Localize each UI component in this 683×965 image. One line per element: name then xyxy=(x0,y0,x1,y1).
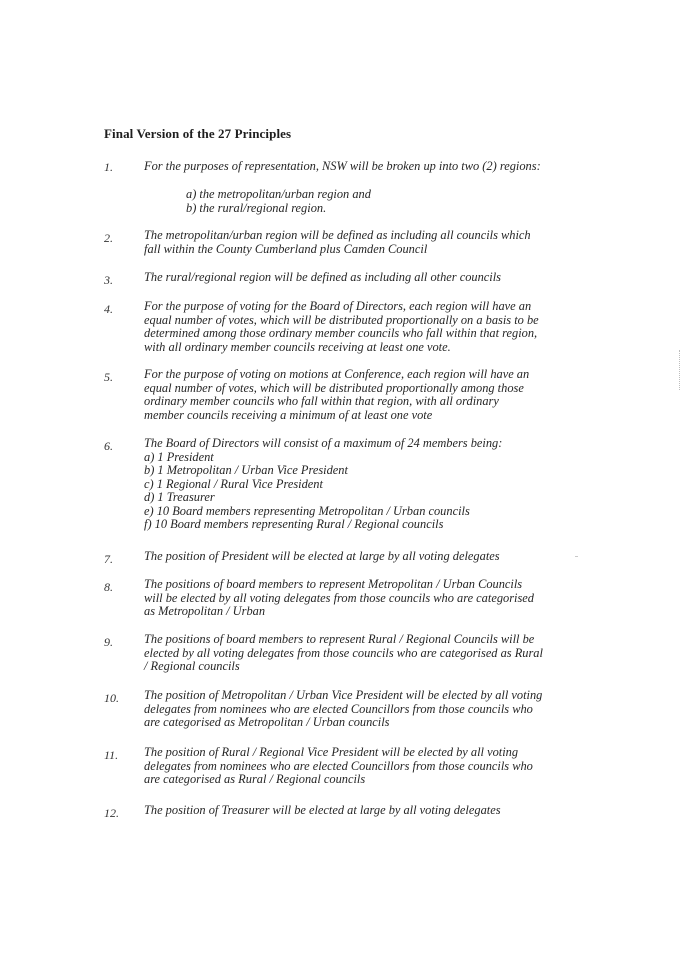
list-item: e) 10 Board members representing Metropolitan / Urban councils xyxy=(144,503,470,518)
principle-line: The position of President will be elected at large by all voting delegates xyxy=(144,549,500,563)
principle-number: 5. xyxy=(104,370,113,384)
principle-text xyxy=(144,160,594,174)
scan-artifact xyxy=(575,556,578,557)
principle-number: 8. xyxy=(104,580,113,594)
principle-line: The position of Metropolitan / Urban Vice President will be elected by all voting xyxy=(144,688,543,702)
sublist-item: b) the rural/regional region. xyxy=(186,200,327,215)
principle-line: as Metropolitan / Urban xyxy=(144,604,266,618)
document-title: Final Version of the 27 Principles xyxy=(104,126,292,141)
principle-text xyxy=(144,368,594,422)
principle-line: member councils receiving a minimum of at least one vote xyxy=(144,407,433,422)
principle-line: delegates from nominees who are elected Councillors from those councils who xyxy=(144,758,533,773)
principle-line: equal number of votes, which will be distributed proportionally among those xyxy=(144,380,524,395)
principle-line: with all ordinary member councils receiving at least one vote. xyxy=(144,339,451,354)
board-composition-list xyxy=(144,451,594,532)
principle-line: equal number of votes, which will be distributed proportionally on a basis to be xyxy=(144,312,539,327)
principle-number: 4. xyxy=(104,302,113,316)
principle-line: The rural/regional region will be defined as including all other councils xyxy=(144,270,502,284)
principle-text xyxy=(144,300,594,354)
principle-line: The positions of board members to represent Rural / Regional Councils will be xyxy=(144,632,535,646)
principle-number: 1. xyxy=(104,160,113,174)
principle-number: 9. xyxy=(104,635,113,649)
principle-line: The positions of board members to represent Metropolitan / Urban Councils xyxy=(144,577,523,591)
principle-text xyxy=(144,689,594,730)
principle-text xyxy=(144,271,594,285)
principle-text xyxy=(144,578,594,619)
principle-number: 6. xyxy=(104,439,113,453)
principle-line: delegates from nominees who are elected Councillors from those councils who xyxy=(144,701,533,716)
principle-line: ordinary member councils who fall within that region, with all ordinary xyxy=(144,394,499,408)
scan-artifact xyxy=(679,350,681,390)
principle-text xyxy=(144,229,594,256)
principle-number: 2. xyxy=(104,231,113,245)
principle-text xyxy=(144,550,594,564)
principle-line: The Board of Directors will consist of a maximum of 24 members being: xyxy=(144,436,503,450)
list-item: d) 1 Treasurer xyxy=(144,490,215,504)
principle-line: fall within the County Cumberland plus Camden Council xyxy=(144,241,428,256)
principle-text xyxy=(144,437,594,532)
sublist-item: a) the metropolitan/urban region and xyxy=(186,187,371,201)
principle-line: elected by all voting delegates from those councils who are categorised as Rural xyxy=(144,645,543,660)
principle-text xyxy=(144,633,594,674)
principle-number: 12. xyxy=(104,806,119,820)
list-item: b) 1 Metropolitan / Urban Vice President xyxy=(144,463,348,477)
list-item: f) 10 Board members representing Rural / Regional councils xyxy=(144,517,444,531)
principle-line: are categorised as Rural / Regional councils xyxy=(144,772,366,786)
principle-number: 11. xyxy=(104,748,119,762)
list-item: c) 1 Regional / Rural Vice President xyxy=(144,476,323,491)
principle-number: 10. xyxy=(104,691,119,705)
principle-line: The metropolitan/urban region will be defined as including all councils which xyxy=(144,228,531,242)
principle-line: will be elected by all voting delegates from those councils who are categorised xyxy=(144,590,534,605)
principle-number: 7. xyxy=(104,552,113,566)
principle-line: The position of Treasurer will be elected at large by all voting delegates xyxy=(144,803,501,817)
principle-line: For the purposes of representation, NSW will be broken up into two (2) regions: xyxy=(144,159,541,173)
principle-line: For the purpose of voting for the Board of Directors, each region will have an xyxy=(144,299,532,313)
principle-1-sublist xyxy=(186,188,371,215)
list-item: a) 1 President xyxy=(144,449,214,464)
principle-line: are categorised as Metropolitan / Urban councils xyxy=(144,715,390,729)
principle-number: 3. xyxy=(104,273,113,287)
principle-line: / Regional councils xyxy=(144,659,240,673)
principle-text xyxy=(144,746,594,787)
principle-line: determined among those ordinary member councils who fall within that region, xyxy=(144,326,538,340)
principle-text xyxy=(144,804,594,818)
principle-line: For the purpose of voting on motions at Conference, each region will have an xyxy=(144,367,530,381)
principle-line: The position of Rural / Regional Vice President will be elected by all voting xyxy=(144,745,519,759)
